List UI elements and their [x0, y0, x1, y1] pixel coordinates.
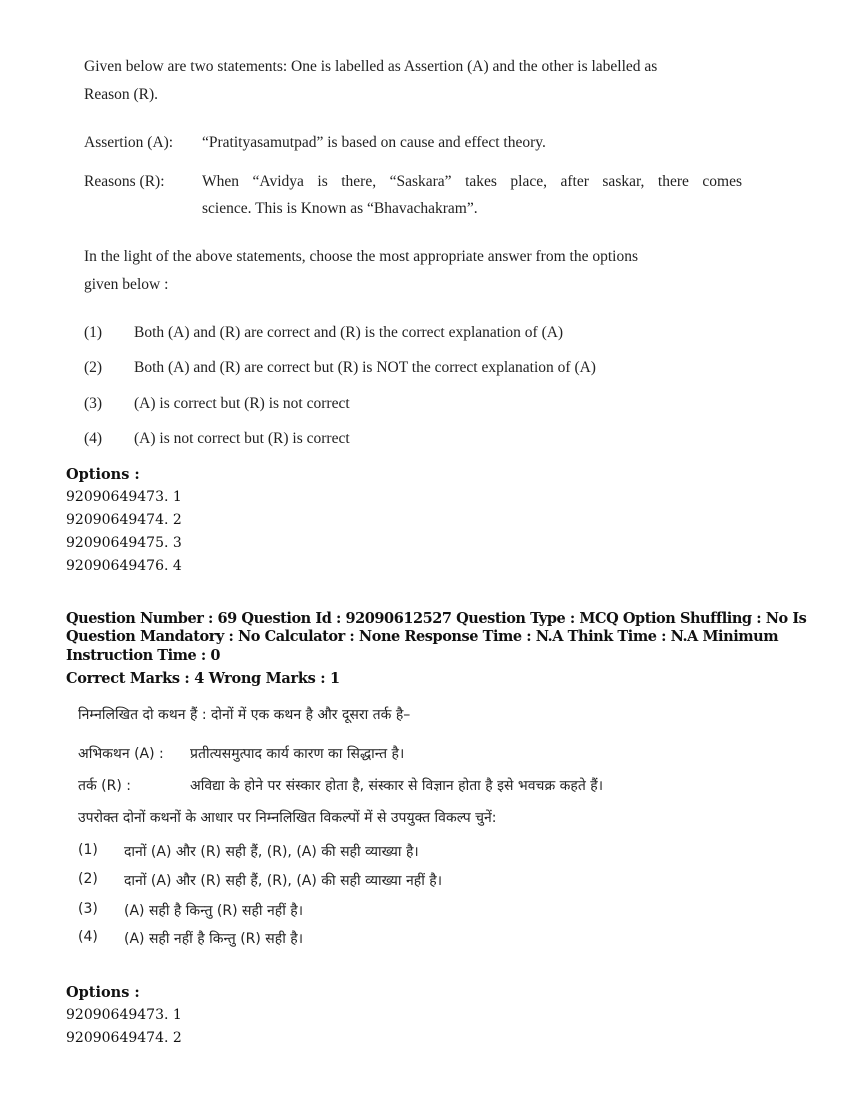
choice-1-number: (1): [84, 324, 103, 341]
options-heading-q69: Options :: [66, 984, 140, 1001]
instruction-line-2: given below :: [84, 276, 169, 293]
question-intro-line-1: Given below are two statements: One is labelled as Assertion (A) and the other is labelled as: [84, 58, 658, 75]
choice-2-number: (2): [84, 359, 103, 376]
option-id-4: 92090649476. 4: [66, 558, 182, 574]
reason-label: Reasons (R):: [84, 173, 165, 190]
hindi-reason-text: अविद्या के होने पर संस्कार होता है, संस्कार से विज्ञान होता है इसे भवचक्र कहते हैं।: [190, 778, 603, 794]
hindi-intro: निम्नलिखित दो कथन हैं : दोनों में एक कथन है और दूसरा तर्क है–: [78, 707, 411, 723]
question-meta-line-1: Question Number : 69 Question Id : 92090612527 Question Type : MCQ Option Shuffling : No Is: [66, 610, 807, 627]
choice-1-text: Both (A) and (R) are correct and (R) is the correct explanation of (A): [134, 324, 564, 341]
assertion-label: Assertion (A):: [84, 134, 174, 151]
hindi-choice-1-text: दानों (A) और (R) सही हैं, (R), (A) की सही व्याख्या है।: [124, 844, 419, 860]
option-id-1: 92090649473. 1: [66, 489, 182, 505]
reason-text-line-2: science. This is Known as “Bhavachakram”.: [202, 200, 478, 217]
choice-3-number: (3): [84, 395, 103, 412]
instruction-line-1: In the light of the above statements, choose the most appropriate answer from the options: [84, 248, 638, 265]
choice-4-number: (4): [84, 430, 103, 447]
hindi-choice-4-text: (A) सही नहीं है किन्तु (R) सही है।: [124, 931, 304, 947]
choice-4-text: (A) is not correct but (R) is correct: [134, 430, 350, 447]
marks-line: Correct Marks : 4 Wrong Marks : 1: [66, 670, 340, 687]
choice-3-text: (A) is correct but (R) is not correct: [134, 395, 350, 412]
hindi-instruction: उपरोक्त दोनों कथनों के आधार पर निम्नलिखित विकल्पों में से उपयुक्त विकल्प चुनें:: [78, 810, 497, 826]
choice-2-text: Both (A) and (R) are correct but (R) is NOT the correct explanation of (A): [134, 359, 596, 376]
hindi-choice-3-number: (3): [78, 901, 98, 917]
question-meta-line-3: Instruction Time : 0: [66, 647, 221, 664]
hindi-choice-4-number: (4): [78, 929, 98, 945]
hindi-choice-2-text: दानों (A) और (R) सही हैं, (R), (A) की सही व्याख्या नहीं है।: [124, 873, 443, 889]
option-id-2: 92090649474. 2: [66, 512, 182, 528]
option-id-q69-1: 92090649473. 1: [66, 1007, 182, 1023]
hindi-reason-label: तर्क (R) :: [78, 778, 132, 794]
question-intro-line-2: Reason (R).: [84, 86, 159, 103]
hindi-choice-3-text: (A) सही है किन्तु (R) सही नहीं है।: [124, 903, 304, 919]
option-id-q69-2: 92090649474. 2: [66, 1030, 182, 1046]
hindi-choice-2-number: (2): [78, 871, 98, 887]
assertion-text: “Pratityasamutpad” is based on cause and effect theory.: [202, 134, 546, 151]
option-id-3: 92090649475. 3: [66, 535, 182, 551]
options-heading: Options :: [66, 466, 140, 483]
hindi-choice-1-number: (1): [78, 842, 98, 858]
hindi-assertion-text: प्रतीत्यसमुत्पाद कार्य कारण का सिद्धान्त है।: [190, 746, 405, 762]
reason-text-line-1: When “Avidya is there, “Saskara” takes place, after saskar, there comes: [202, 173, 742, 190]
hindi-assertion-label: अभिकथन (A) :: [78, 746, 164, 762]
question-meta-line-2: Question Mandatory : No Calculator : None Response Time : N.A Think Time : N.A Minimum: [66, 628, 779, 645]
